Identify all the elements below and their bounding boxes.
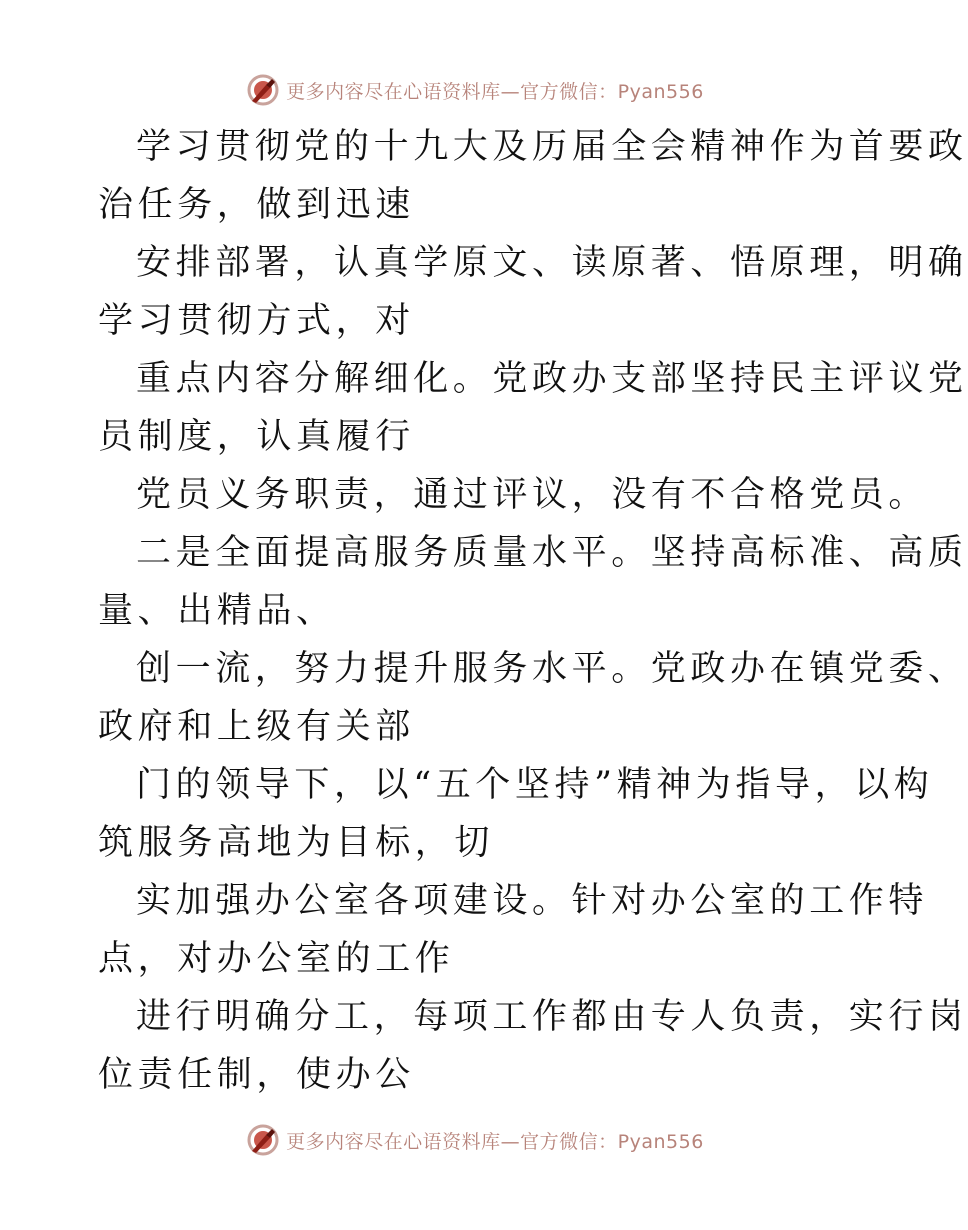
- footer-watermark: [0, 1120, 950, 1160]
- text-line: 治任务，做到迅速: [98, 185, 415, 225]
- text-line: 点，对办公室的工作: [98, 939, 455, 979]
- text-line: 创一流，努力提升服务水平。党政办在镇党委、: [136, 649, 968, 689]
- text-line: 政府和上级有关部: [98, 707, 415, 747]
- text-line: 二是全面提高服务质量水平。坚持高标准、高质: [136, 533, 968, 573]
- text-line: 重点内容分解细化。党政办支部坚持民主评议党: [136, 359, 968, 399]
- header-watermark: [0, 70, 950, 110]
- text-line: 实加强办公室各项建设。针对办公室的工作特: [136, 881, 929, 921]
- text-line: 学习贯彻方式，对: [98, 301, 415, 341]
- text-line: 位责任制，使办公: [98, 1055, 415, 1095]
- text-line: 门的领导下，以“五个坚持”精神为指导，以构: [136, 765, 934, 805]
- text-line: 筑服务高地为目标，切: [98, 823, 495, 863]
- text-line: 学习贯彻党的十九大及历届全会精神作为首要政: [136, 127, 968, 167]
- text-line: 党员义务职责，通过评议，没有不合格党员。: [136, 475, 929, 515]
- text-line: 员制度，认真履行: [98, 417, 415, 457]
- text-line: 进行明确分工，每项工作都由专人负责，实行岗: [136, 997, 968, 1037]
- text-line: 安排部署，认真学原文、读原著、悟原理，明确: [136, 243, 968, 283]
- watermark-text: 更多内容尽在心语资料库—官方微信：Pyan556: [286, 1130, 704, 1153]
- text-line: 量、出精品、: [98, 591, 336, 631]
- pen-logo-icon: [246, 73, 280, 107]
- pen-logo-icon: [246, 1123, 280, 1157]
- document-body: [98, 118, 968, 1104]
- watermark-text: 更多内容尽在心语资料库—官方微信：Pyan556: [286, 80, 704, 103]
